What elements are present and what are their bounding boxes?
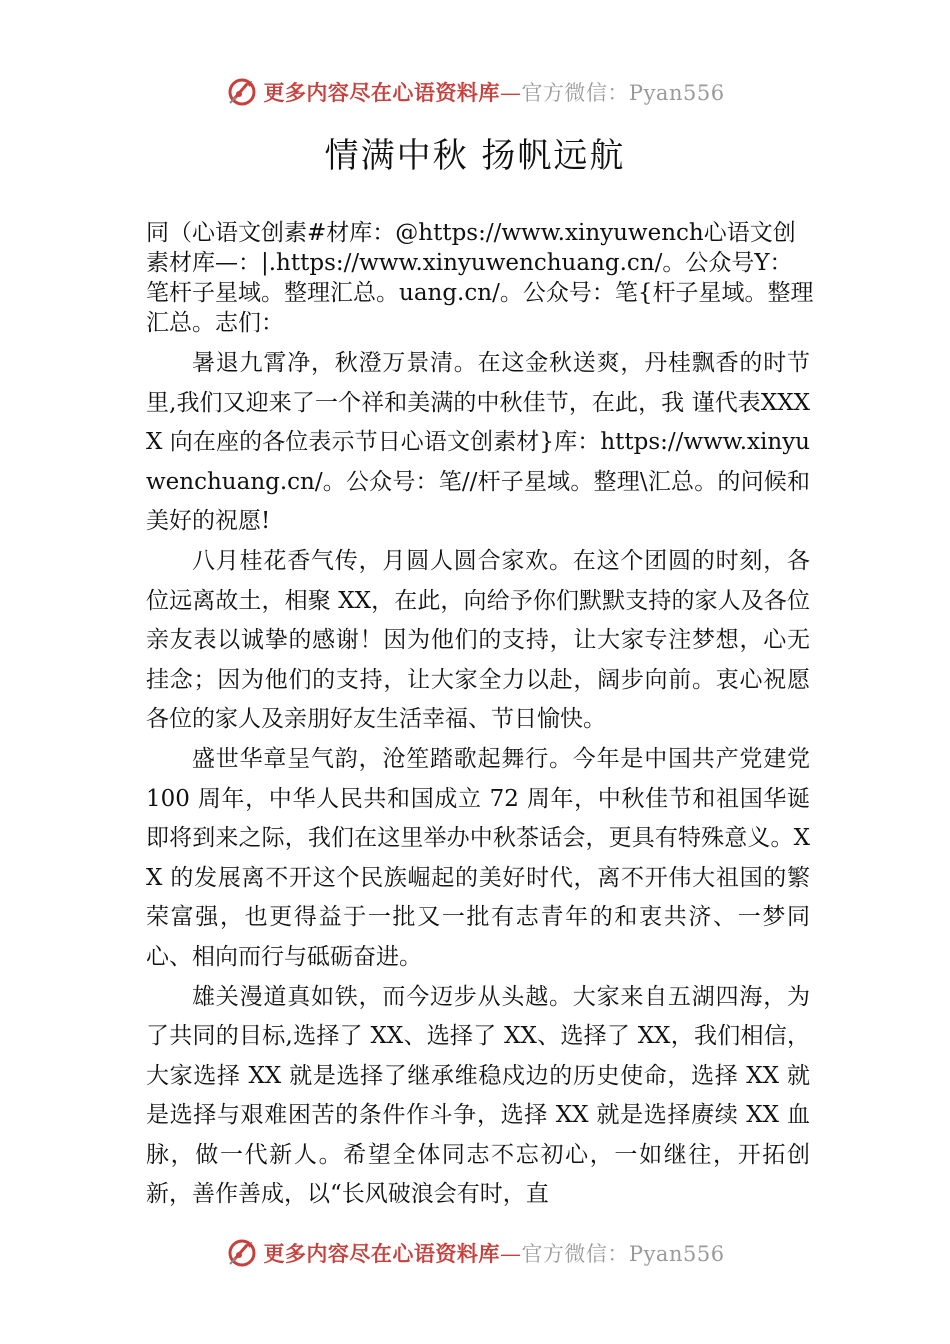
brand-logo-icon — [225, 1236, 259, 1270]
header-banner — [0, 72, 950, 112]
paragraph-1: 暑退九霄净，秋澄万景清。在这金秋送爽，丹桂飘香的时节里,我们又迎来了一个祥和美满的中秋佳节，在此，我 谨代表XXXX 向在座的各位表示节日心语文创素材}库：https://www.xinyuwenchuang.cn/。公众号：笔//杆子星域。整理\汇总。的问候和美好的祝愿! — [146, 350, 810, 535]
banner-dash: — — [499, 81, 522, 105]
footer-banner — [0, 1233, 950, 1273]
banner-brand-text: 更多内容尽在心语资料库 — [263, 80, 500, 105]
banner-text — [263, 77, 724, 107]
banner-wechat-text: 官方微信：Pyan556 — [521, 81, 725, 105]
paragraph-4: 雄关漫道真如铁，而今迈步从头越。大家来自五湖四海，为了共同的目标,选择了 XX、选择了 XX、选择了 XX，我们相信，大家选择 XX 就是选择了继承维稳戍边的历史使命，选择 XX 就是选择与艰难困苦的条件作斗争，选择 XX 就是选择赓续 XX 血脉，做一代新人。希望全体同志不忘初心，一如继往，开拓创新，善作善成，以“长风破浪会有时，直 — [146, 983, 810, 1208]
paragraph-2: 八月桂花香气传，月圆人圆合家欢。在这个团圆的时刻，各位远离故土，相聚 XX，在此，向给予你们默默支持的家人及各位亲友表以诚挚的感谢！因为他们的支持，让大家专注梦想，心无挂念；因为他们的支持，让大家全力以赴，阔步向前。衷心祝愿各位的家人及亲朋好友生活幸福、节日愉快。 — [146, 547, 810, 733]
banner-wechat-text: 官方微信：Pyan556 — [521, 1242, 725, 1266]
document-body — [146, 344, 810, 1215]
banner-brand-text: 更多内容尽在心语资料库 — [263, 1241, 500, 1266]
document-title: 情满中秋 扬帆远航 — [324, 136, 626, 176]
document-intro: 同（心语文创素#材库：@https://www.xinyuwench心语文创素材库—：|.https://www.xinyuwenchuang.cn/。公众号Y：笔杆子星域。整理汇总。uang.cn/。公众号：笔{杆子星域。整理汇总。志们： — [146, 220, 814, 336]
paragraph-3: 盛世华章呈气韵，沧笙踏歌起舞行。今年是中国共产党建党 100 周年，中华人民共和国成立 72 周年，中秋佳节和祖国华诞即将到来之际，我们在这里举办中秋茶话会，更具有特殊意义。XX 的发展离不开这个民族崛起的美好时代，离不开伟大祖国的繁荣富强，也更得益于一批又一批有志青年的和衷共济、一梦同心、相向而行与砥砺奋进。 — [146, 745, 810, 970]
banner-dash: — — [499, 1242, 522, 1266]
brand-logo-icon — [225, 75, 259, 109]
banner-text — [263, 1238, 724, 1268]
